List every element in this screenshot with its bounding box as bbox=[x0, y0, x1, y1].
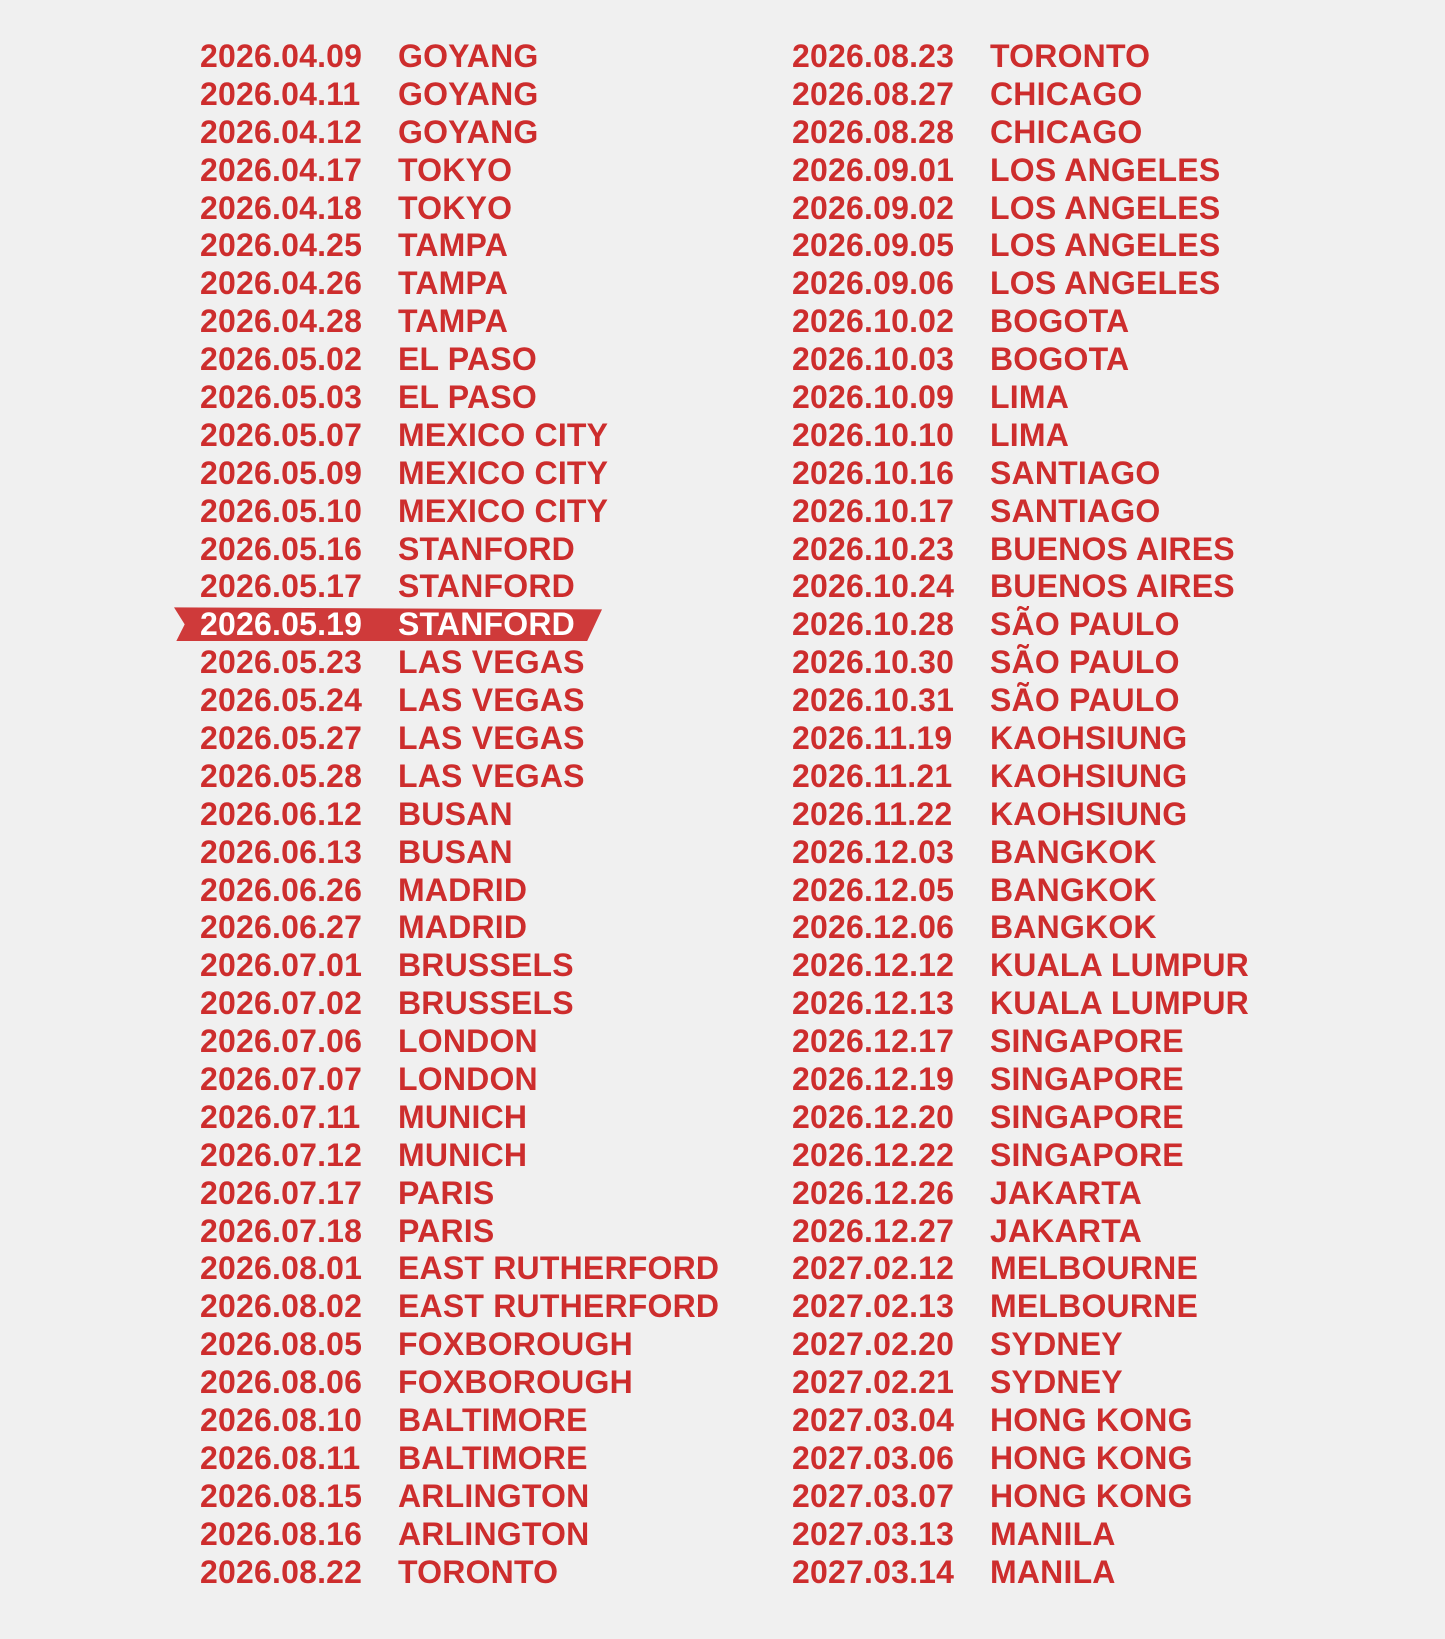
tour-city: SINGAPORE bbox=[990, 1060, 1184, 1097]
tour-date-row bbox=[792, 113, 1249, 151]
tour-date-row bbox=[200, 908, 719, 946]
tour-date-row bbox=[200, 492, 719, 530]
tour-date-row bbox=[200, 264, 719, 302]
tour-date: 2026.10.10 bbox=[792, 416, 955, 453]
tour-date: 2026.09.06 bbox=[792, 265, 955, 302]
tour-date: 2026.08.02 bbox=[200, 1288, 363, 1325]
tour-date-row bbox=[200, 1212, 719, 1250]
tour-city: SÃO PAULO bbox=[990, 644, 1180, 681]
tour-date-row bbox=[792, 1136, 1249, 1174]
tour-date-row bbox=[792, 908, 1249, 946]
tour-city: SYDNEY bbox=[990, 1326, 1123, 1363]
tour-date-row bbox=[792, 1363, 1249, 1401]
tour-city: BUENOS AIRES bbox=[990, 568, 1235, 605]
tour-date: 2026.08.27 bbox=[792, 75, 955, 112]
tour-date: 2026.04.12 bbox=[200, 113, 363, 150]
tour-date: 2026.04.17 bbox=[200, 151, 363, 188]
tour-date: 2026.12.05 bbox=[792, 871, 955, 908]
tour-date: 2026.11.21 bbox=[792, 757, 953, 794]
tour-city: MANILA bbox=[990, 1553, 1116, 1590]
tour-city: BUSAN bbox=[398, 833, 513, 870]
tour-date-row bbox=[792, 416, 1249, 454]
tour-date-row bbox=[200, 946, 719, 984]
tour-city: BALTIMORE bbox=[398, 1402, 588, 1438]
tour-city: LONDON bbox=[398, 1023, 538, 1060]
tour-date: 2026.10.17 bbox=[792, 492, 955, 529]
tour-city: MUNICH bbox=[398, 1098, 528, 1135]
tour-city: BOGOTA bbox=[990, 303, 1130, 340]
tour-date-row bbox=[200, 681, 719, 719]
tour-city: EAST RUTHERFORD bbox=[398, 1288, 720, 1325]
tour-date: 2026.12.20 bbox=[792, 1098, 955, 1135]
tour-date: 2026.09.02 bbox=[792, 189, 955, 226]
tour-date-row bbox=[200, 1363, 719, 1401]
tour-city: JAKARTA bbox=[990, 1174, 1142, 1211]
tour-date: 2026.08.22 bbox=[200, 1553, 363, 1590]
tour-city: EL PASO bbox=[398, 341, 537, 378]
tour-city: TORONTO bbox=[398, 1553, 559, 1590]
tour-city: KAOHSIUNG bbox=[990, 719, 1188, 756]
tour-city: GOYANG bbox=[398, 37, 539, 74]
tour-date-row bbox=[792, 226, 1249, 264]
tour-city: LAS VEGAS bbox=[398, 682, 585, 719]
tour-date: 2026.10.31 bbox=[792, 682, 955, 719]
tour-date-row bbox=[792, 189, 1249, 227]
tour-date-row bbox=[200, 416, 719, 454]
tour-date: 2026.04.11 bbox=[200, 75, 361, 112]
tour-date-row bbox=[200, 1250, 719, 1288]
tour-city: ARLINGTON bbox=[398, 1515, 590, 1552]
tour-city: PARIS bbox=[398, 1174, 495, 1211]
tour-city: KAOHSIUNG bbox=[990, 795, 1188, 832]
tour-date-row bbox=[200, 1022, 719, 1060]
tour-dates-left-column bbox=[200, 37, 719, 1591]
tour-date: 2026.10.03 bbox=[792, 341, 955, 378]
tour-date: 2026.07.17 bbox=[200, 1174, 363, 1211]
tour-date: 2027.03.07 bbox=[792, 1477, 955, 1514]
tour-date: 2026.05.27 bbox=[200, 719, 363, 756]
tour-date: 2026.06.13 bbox=[200, 833, 363, 870]
tour-city: SYDNEY bbox=[990, 1364, 1123, 1401]
tour-date: 2026.07.01 bbox=[200, 947, 363, 984]
tour-date-row bbox=[792, 795, 1249, 833]
tour-date: 2026.04.26 bbox=[200, 265, 363, 302]
tour-date: 2026.08.23 bbox=[792, 37, 955, 74]
tour-date: 2026.04.25 bbox=[200, 227, 363, 264]
tour-dates-right-column bbox=[792, 37, 1249, 1591]
tour-date: 2026.08.11 bbox=[200, 1439, 361, 1476]
tour-city: BOGOTA bbox=[990, 341, 1130, 378]
tour-date-row bbox=[200, 643, 719, 681]
tour-date-row bbox=[200, 719, 719, 757]
tour-city: STANFORD bbox=[398, 568, 575, 605]
tour-date-row bbox=[200, 567, 719, 605]
tour-date-row bbox=[200, 833, 719, 871]
tour-city: CHICAGO bbox=[990, 75, 1143, 112]
tour-city: GOYANG bbox=[398, 75, 539, 112]
tour-date-row bbox=[200, 1439, 719, 1477]
tour-date-row bbox=[792, 454, 1249, 492]
tour-date-row bbox=[792, 1553, 1249, 1591]
tour-date-row bbox=[200, 378, 719, 416]
tour-date-row bbox=[200, 984, 719, 1022]
tour-date: 2027.03.13 bbox=[792, 1515, 955, 1552]
tour-city: MANILA bbox=[990, 1515, 1116, 1552]
tour-city: LIMA bbox=[990, 378, 1070, 415]
tour-city: HONG KONG bbox=[990, 1477, 1193, 1514]
tour-date-row bbox=[792, 1174, 1249, 1212]
tour-city: PARIS bbox=[398, 1212, 495, 1249]
tour-city: MEXICO CITY bbox=[398, 416, 609, 453]
tour-date-row bbox=[792, 681, 1249, 719]
tour-city: TAMPA bbox=[398, 227, 509, 264]
tour-city: BRUSSELS bbox=[398, 947, 574, 984]
tour-date: 2026.06.27 bbox=[200, 909, 363, 946]
tour-date-row bbox=[792, 302, 1249, 340]
tour-date: 2026.11.22 bbox=[792, 795, 953, 832]
tour-city: GOYANG bbox=[398, 113, 539, 150]
tour-city: LONDON bbox=[398, 1060, 538, 1097]
tour-date-row bbox=[792, 1477, 1249, 1515]
tour-date: 2026.04.09 bbox=[200, 37, 363, 74]
tour-date-row bbox=[792, 492, 1249, 530]
tour-date-row bbox=[200, 226, 719, 264]
tour-date-row bbox=[200, 302, 719, 340]
tour-date-row bbox=[792, 378, 1249, 416]
tour-date: 2026.10.24 bbox=[792, 568, 955, 605]
tour-city: STANFORD bbox=[398, 606, 575, 643]
tour-date-row bbox=[200, 1401, 719, 1439]
tour-city: LAS VEGAS bbox=[398, 757, 585, 794]
tour-city: LIMA bbox=[990, 416, 1070, 453]
tour-date-row bbox=[200, 1287, 719, 1325]
tour-date: 2026.04.28 bbox=[200, 303, 363, 340]
tour-city: BUENOS AIRES bbox=[990, 530, 1235, 567]
tour-date: 2026.07.07 bbox=[200, 1060, 363, 1097]
tour-date: 2026.12.26 bbox=[792, 1174, 955, 1211]
tour-city: SINGAPORE bbox=[990, 1023, 1184, 1060]
tour-date-row bbox=[200, 871, 719, 909]
tour-city: LOS ANGELES bbox=[990, 227, 1221, 264]
tour-city: EAST RUTHERFORD bbox=[398, 1250, 720, 1287]
tour-date: 2026.08.06 bbox=[200, 1364, 363, 1401]
tour-city: MELBOURNE bbox=[990, 1250, 1199, 1287]
tour-date: 2026.07.02 bbox=[200, 985, 363, 1022]
tour-city: SINGAPORE bbox=[990, 1098, 1184, 1135]
tour-date: 2026.10.23 bbox=[792, 530, 955, 567]
tour-date-row bbox=[200, 1060, 719, 1098]
tour-date-row bbox=[792, 1250, 1249, 1288]
tour-date: 2026.05.19 bbox=[200, 606, 363, 643]
tour-date-row bbox=[792, 605, 1249, 643]
tour-date-row bbox=[792, 719, 1249, 757]
tour-date: 2027.02.13 bbox=[792, 1288, 955, 1325]
tour-date: 2026.12.13 bbox=[792, 985, 955, 1022]
tour-date: 2026.05.10 bbox=[200, 492, 363, 529]
tour-date-row bbox=[792, 1401, 1249, 1439]
tour-date: 2026.12.19 bbox=[792, 1060, 955, 1097]
tour-city: MADRID bbox=[398, 909, 528, 946]
tour-city: EL PASO bbox=[398, 378, 537, 415]
tour-city: BRUSSELS bbox=[398, 985, 574, 1022]
tour-city: TOKYO bbox=[398, 189, 513, 226]
tour-date-row bbox=[792, 946, 1249, 984]
tour-city: LOS ANGELES bbox=[990, 265, 1221, 302]
tour-date-row bbox=[792, 1098, 1249, 1136]
tour-date-row bbox=[792, 1060, 1249, 1098]
tour-city: FOXBOROUGH bbox=[398, 1326, 633, 1363]
tour-date: 2026.07.11 bbox=[200, 1098, 361, 1135]
tour-date: 2026.08.10 bbox=[200, 1402, 363, 1438]
tour-date-row bbox=[200, 454, 719, 492]
tour-date: 2026.07.12 bbox=[200, 1136, 363, 1173]
tour-city: MEXICO CITY bbox=[398, 454, 609, 491]
tour-date-row bbox=[792, 151, 1249, 189]
tour-date: 2027.03.04 bbox=[792, 1402, 955, 1438]
tour-date-row bbox=[200, 1136, 719, 1174]
tour-city: FOXBOROUGH bbox=[398, 1364, 633, 1401]
tour-city: BALTIMORE bbox=[398, 1439, 588, 1476]
tour-date: 2026.05.02 bbox=[200, 341, 363, 378]
tour-city: MUNICH bbox=[398, 1136, 528, 1173]
tour-city: LAS VEGAS bbox=[398, 644, 585, 681]
tour-date: 2026.08.05 bbox=[200, 1326, 363, 1363]
tour-date: 2026.05.16 bbox=[200, 530, 363, 567]
tour-date: 2026.05.03 bbox=[200, 378, 363, 415]
tour-date-row bbox=[792, 1287, 1249, 1325]
tour-date: 2026.05.17 bbox=[200, 568, 363, 605]
tour-date-row bbox=[792, 757, 1249, 795]
tour-date: 2026.08.01 bbox=[200, 1250, 363, 1287]
tour-date: 2026.10.28 bbox=[792, 606, 955, 643]
tour-date: 2026.12.12 bbox=[792, 947, 955, 984]
tour-city: TORONTO bbox=[990, 37, 1151, 74]
tour-date: 2026.09.05 bbox=[792, 227, 955, 264]
tour-date-row bbox=[792, 643, 1249, 681]
tour-date: 2027.03.06 bbox=[792, 1439, 955, 1476]
tour-city: LOS ANGELES bbox=[990, 189, 1221, 226]
tour-date: 2026.08.16 bbox=[200, 1515, 363, 1552]
tour-date: 2026.07.06 bbox=[200, 1023, 363, 1060]
tour-date-row bbox=[200, 189, 719, 227]
tour-city: BUSAN bbox=[398, 795, 513, 832]
tour-date-row bbox=[200, 113, 719, 151]
tour-date: 2026.05.23 bbox=[200, 644, 363, 681]
tour-city: TAMPA bbox=[398, 303, 509, 340]
tour-date: 2026.05.07 bbox=[200, 416, 363, 453]
tour-date-row bbox=[200, 757, 719, 795]
tour-city: BANGKOK bbox=[990, 909, 1157, 946]
tour-city: MELBOURNE bbox=[990, 1288, 1199, 1325]
tour-date: 2026.04.18 bbox=[200, 189, 363, 226]
tour-date-row bbox=[792, 871, 1249, 909]
tour-date: 2026.10.16 bbox=[792, 454, 955, 491]
tour-city: CHICAGO bbox=[990, 113, 1143, 150]
tour-date-row bbox=[792, 37, 1249, 75]
tour-city: MADRID bbox=[398, 871, 528, 908]
tour-city: TOKYO bbox=[398, 151, 513, 188]
tour-city: SÃO PAULO bbox=[990, 606, 1180, 643]
tour-date-row bbox=[792, 264, 1249, 302]
tour-city: STANFORD bbox=[398, 530, 575, 567]
tour-date-row bbox=[200, 340, 719, 378]
tour-date: 2027.02.12 bbox=[792, 1250, 955, 1287]
tour-date-row bbox=[200, 1174, 719, 1212]
tour-date: 2026.07.18 bbox=[200, 1212, 363, 1249]
tour-date-row bbox=[792, 833, 1249, 871]
tour-date: 2026.05.28 bbox=[200, 757, 363, 794]
tour-date-row bbox=[200, 151, 719, 189]
tour-date: 2026.08.15 bbox=[200, 1477, 363, 1514]
tour-date-row bbox=[792, 1515, 1249, 1553]
tour-city: KAOHSIUNG bbox=[990, 757, 1188, 794]
tour-date-row bbox=[792, 1022, 1249, 1060]
tour-date: 2026.10.09 bbox=[792, 378, 955, 415]
tour-date: 2026.09.01 bbox=[792, 151, 955, 188]
tour-date: 2027.02.20 bbox=[792, 1326, 955, 1363]
tour-date: 2026.11.19 bbox=[792, 719, 953, 756]
tour-date: 2026.12.17 bbox=[792, 1023, 955, 1060]
tour-date-row bbox=[200, 530, 719, 568]
tour-city: KUALA LUMPUR bbox=[990, 947, 1249, 984]
tour-city: ARLINGTON bbox=[398, 1477, 590, 1514]
tour-date-row bbox=[200, 75, 719, 113]
tour-city: SINGAPORE bbox=[990, 1136, 1184, 1173]
tour-date: 2027.03.14 bbox=[792, 1553, 955, 1590]
tour-date-row bbox=[792, 984, 1249, 1022]
tour-date-row bbox=[792, 1212, 1249, 1250]
tour-date: 2026.08.28 bbox=[792, 113, 955, 150]
tour-date-row bbox=[792, 75, 1249, 113]
tour-date-row bbox=[792, 530, 1249, 568]
tour-city: MEXICO CITY bbox=[398, 492, 609, 529]
tour-city: TAMPA bbox=[398, 265, 509, 302]
tour-date: 2026.05.24 bbox=[200, 682, 363, 719]
tour-date-row bbox=[200, 795, 719, 833]
tour-date: 2026.12.27 bbox=[792, 1212, 955, 1249]
tour-date-row bbox=[792, 340, 1249, 378]
tour-city: LAS VEGAS bbox=[398, 719, 585, 756]
tour-city: BANGKOK bbox=[990, 833, 1157, 870]
tour-date: 2026.05.09 bbox=[200, 454, 363, 491]
tour-date-row bbox=[200, 1515, 719, 1553]
tour-city: BANGKOK bbox=[990, 871, 1157, 908]
tour-date: 2026.12.22 bbox=[792, 1136, 955, 1173]
tour-date-row-highlighted bbox=[200, 605, 719, 643]
tour-date: 2026.06.12 bbox=[200, 795, 363, 832]
tour-date-row bbox=[200, 1325, 719, 1363]
tour-date: 2026.12.03 bbox=[792, 833, 955, 870]
tour-city: KUALA LUMPUR bbox=[990, 985, 1249, 1022]
tour-date-row bbox=[792, 567, 1249, 605]
tour-city: LOS ANGELES bbox=[990, 151, 1221, 188]
tour-date: 2026.06.26 bbox=[200, 871, 363, 908]
tour-date: 2026.12.06 bbox=[792, 909, 955, 946]
tour-date: 2027.02.21 bbox=[792, 1364, 955, 1401]
tour-date: 2026.10.02 bbox=[792, 303, 955, 340]
tour-city: SANTIAGO bbox=[990, 454, 1161, 491]
tour-date-row bbox=[200, 1553, 719, 1591]
tour-date-row bbox=[200, 1098, 719, 1136]
tour-date-row bbox=[792, 1325, 1249, 1363]
tour-city: HONG KONG bbox=[990, 1402, 1193, 1438]
tour-city: JAKARTA bbox=[990, 1212, 1142, 1249]
tour-city: SÃO PAULO bbox=[990, 682, 1180, 719]
tour-date-row bbox=[792, 1439, 1249, 1477]
tour-date-row bbox=[200, 37, 719, 75]
tour-city: SANTIAGO bbox=[990, 492, 1161, 529]
tour-date: 2026.10.30 bbox=[792, 644, 955, 681]
tour-city: HONG KONG bbox=[990, 1439, 1193, 1476]
tour-date-row bbox=[200, 1477, 719, 1515]
